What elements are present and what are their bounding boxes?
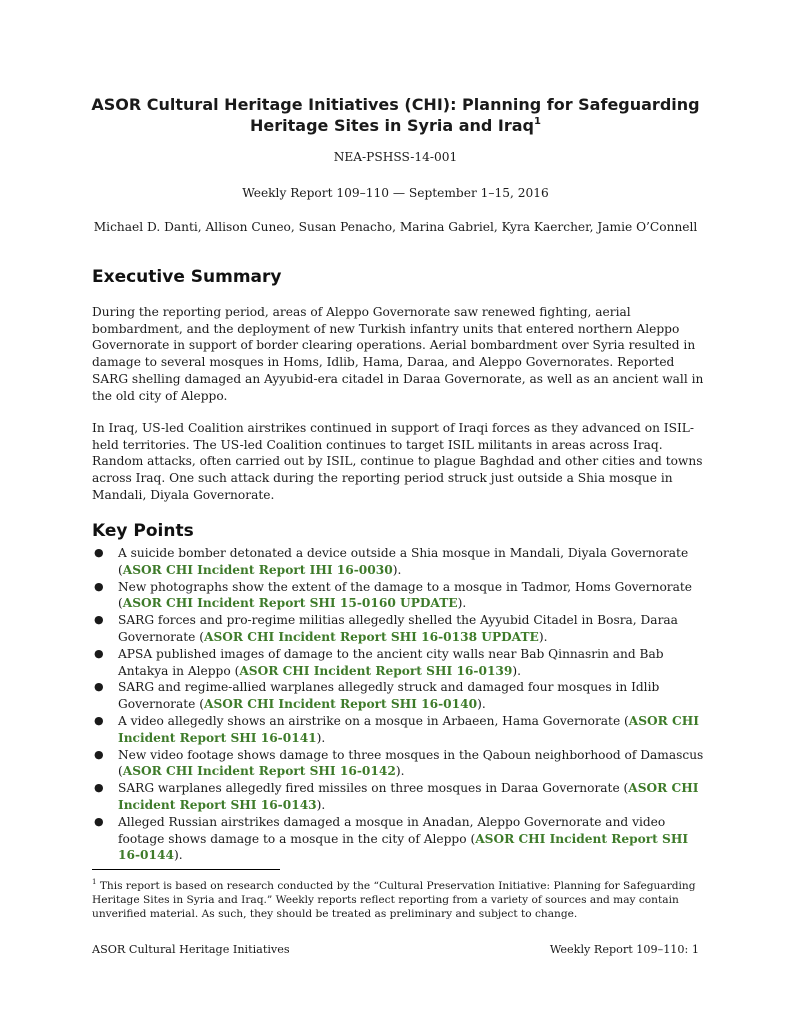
key-point-item <box>92 747 707 781</box>
footer-organization: ASOR Cultural Heritage Initiatives <box>92 943 290 956</box>
incident-report-link[interactable]: ASOR CHI Incident Report SHI 16-0138 UPDATE <box>204 629 539 644</box>
incident-report-link[interactable]: ASOR CHI Incident Report SHI 16-0144 <box>118 831 689 863</box>
key-point-text: Alleged Russian airstrikes damaged a mosque in Anadan, Aleppo Governorate and video footage shows damage to a mosque in the city of Aleppo ( <box>118 814 666 846</box>
footer-page-number: Weekly Report 109–110: 1 <box>549 943 699 956</box>
key-point-text-end: ). <box>395 764 405 779</box>
key-point-text-end: ). <box>316 730 326 745</box>
bullet-icon: ● <box>94 781 104 795</box>
bullet-icon: ● <box>94 814 104 828</box>
weekly-report-date: Weekly Report 109–110 — September 1–15, 2016 <box>242 186 549 200</box>
key-points-heading: Key Points <box>92 521 194 541</box>
bullet-icon: ● <box>94 680 104 694</box>
key-point-item <box>92 679 707 713</box>
executive-summary-paragraph-syria: During the reporting period, areas of Aleppo Governorate saw renewed fighting, aerial bombardment, and the deployment of new Turkish infantry units that entered northern Aleppo Governorate in support of border clearing operations. Aerial bombardment over Syria resulted in damage to several mosques in Homs, Idlib, Hama, Daraa, and Aleppo Governorates. Reported SARG shelling damaged an Ayyubid-era citadel in Daraa Governorate, as well as an ancient wall in the old city of Aleppo. <box>92 305 704 403</box>
key-point-text-end: ). <box>316 797 326 812</box>
key-point-text: A video allegedly shows an airstrike on a mosque in Arbaeen, Hama Governorate ( <box>118 713 629 728</box>
key-point-text-end: ). <box>457 596 467 611</box>
key-point-item <box>92 646 707 680</box>
executive-summary-heading: Executive Summary <box>92 267 282 287</box>
incident-report-link[interactable]: ASOR CHI Incident Report SHI 16-0142 <box>122 764 396 779</box>
incident-report-link[interactable]: ASOR CHI Incident Report SHI 16-0140 <box>204 697 478 712</box>
report-title <box>90 94 701 136</box>
bullet-icon: ● <box>94 579 104 593</box>
footnote-text: This report is based on research conducted by the “Cultural Preservation Initiative: Planning for Safeguarding Heritage Sites in Syria and Iraq.” Weekly reports reflect reporting from a variety of sources and may contain unverified material. As such, they should be treated as preliminary and subject to change. <box>92 880 696 921</box>
footnote-divider <box>92 869 280 870</box>
bullet-icon: ● <box>94 613 104 627</box>
executive-summary-paragraph-iraq: In Iraq, US-led Coalition airstrikes continued in support of Iraqi forces as they advanced on ISIL-held territories. The US-led Coalition continues to target ISIL militants in areas across Iraq. Random attacks, often carried out by ISIL, continue to plague Baghdad and other cities and towns across Iraq. One such attack during the reporting period struck just outside a Shia mosque in Mandali, Diyala Governorate. <box>92 421 703 502</box>
title-footnote-mark[interactable]: 1 <box>534 116 541 127</box>
key-point-item <box>92 545 707 579</box>
incident-report-link[interactable]: ASOR CHI Incident Report SHI 16-0139 <box>239 663 513 678</box>
key-point-text-end: ). <box>538 629 548 644</box>
key-points-list <box>92 545 707 864</box>
key-point-text: A suicide bomber detonated a device outside a Shia mosque in Mandali, Diyala Governorate ( <box>118 546 689 577</box>
key-point-text-end: ). <box>512 663 522 678</box>
key-point-item <box>92 612 707 646</box>
bullet-icon: ● <box>94 646 104 660</box>
title-line-1: ASOR Cultural Heritage Initiatives (CHI): Planning for Safeguarding <box>91 95 700 114</box>
footnote-mark: 1 <box>92 878 97 886</box>
bullet-icon: ● <box>94 747 104 761</box>
author-list: Michael D. Danti, Allison Cuneo, Susan Penacho, Marina Gabriel, Kyra Kaercher, Jamie O’Connell <box>93 220 698 234</box>
title-line-2: Heritage Sites in Syria and Iraq <box>250 116 534 135</box>
incident-report-link[interactable]: ASOR CHI Incident Report SHI 15-0160 UPDATE <box>122 596 458 611</box>
key-point-text: APSA published images of damage to the ancient city walls near Bab Qinnasrin and Bab Antakya in Aleppo ( <box>118 646 664 678</box>
key-point-item <box>92 814 707 864</box>
key-point-text: New video footage shows damage to three mosques in the Qaboun neighborhood of Damascus ( <box>118 747 704 779</box>
key-point-text: SARG warplanes allegedly fired missiles on three mosques in Daraa Governorate ( <box>118 781 629 796</box>
key-point-text-end: ). <box>173 848 183 863</box>
incident-report-link[interactable]: ASOR CHI Incident Report SHI 16-0143 <box>118 781 699 812</box>
bullet-icon: ● <box>94 546 104 559</box>
key-point-text: SARG and regime-allied warplanes allegedly struck and damaged four mosques in Idlib Governorate ( <box>118 680 660 712</box>
key-point-text: New photographs show the extent of the damage to a mosque in Tadmor, Homs Governorate ( <box>118 579 692 611</box>
key-point-item <box>92 780 707 814</box>
key-point-item <box>92 713 707 747</box>
key-point-text-end: ). <box>392 562 402 577</box>
key-point-text: SARG forces and pro-regime militias allegedly shelled the Ayyubid Citadel in Bosra, Daraa Governorate ( <box>118 613 678 644</box>
bullet-icon: ● <box>94 713 104 727</box>
key-point-text-end: ). <box>477 697 486 712</box>
footnote <box>92 879 704 922</box>
incident-report-link[interactable]: ASOR CHI Incident Report IHI 16-0030 <box>122 562 393 577</box>
incident-report-link[interactable]: ASOR CHI Incident Report SHI 16-0141 <box>118 713 699 745</box>
grant-number: NEA-PSHSS-14-001 <box>333 150 458 164</box>
key-point-item <box>92 579 707 613</box>
